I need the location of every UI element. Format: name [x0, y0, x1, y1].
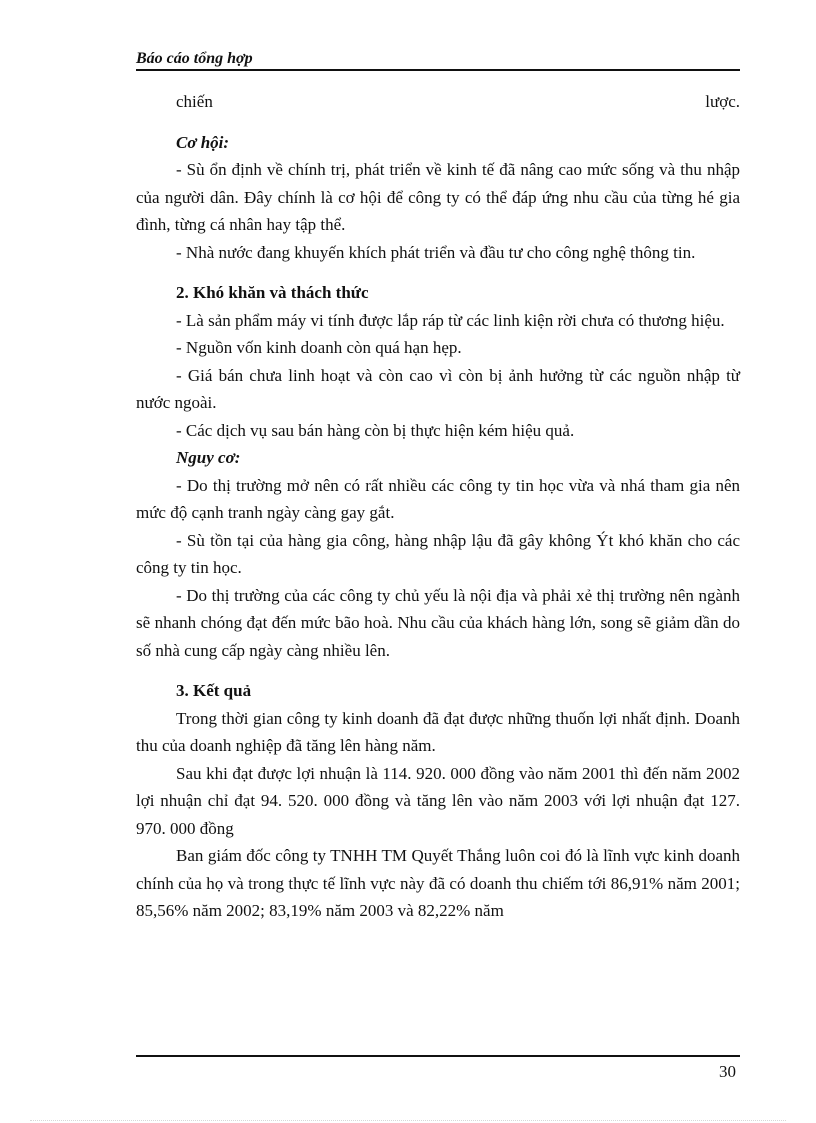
running-header: Báo cáo tổng hợp	[136, 50, 253, 67]
challenge-paragraph: - Là sản phẩm máy vi tính được lắp ráp từ các linh kiện rời chưa có thương hiệu.	[176, 310, 725, 330]
opportunity-paragraph: - Nhà nước đang khuyến khích phát triển và đầu tư cho công nghệ thông tin.	[176, 242, 696, 262]
section-2-heading: 2. Khó khăn và thách thức	[176, 283, 369, 302]
result-paragraph: Ban giám đốc công ty TNHH TM Quyết Thắng luôn coi đó là lĩnh vực kinh doanh chính của họ và trong thực tế lĩnh vực này đã có doanh thu chiếm tới 86,91% năm 2001; 85,56% năm 2002; 83,19% năm 2003 và 82,22% năm	[136, 846, 740, 920]
footer-divider	[136, 1055, 740, 1057]
continued-line-right: lược.	[705, 92, 740, 111]
section-3-heading: 3. Kết quả	[176, 681, 252, 700]
header-divider	[136, 69, 740, 71]
challenge-paragraph: - Nguồn vốn kinh doanh còn quá hạn hẹp.	[176, 338, 462, 357]
continued-line	[136, 88, 740, 116]
result-paragraph: Sau khi đạt được lợi nhuận là 114. 920. 000 đồng vào năm 2001 thì đến năm 2002 lợi nhuận chỉ đạt 94. 520. 000 đồng và tăng lên vào năm 2003 với lợi nhuận đạt 127. 970. 000 đồng	[136, 763, 740, 838]
page-bottom-edge	[30, 1120, 786, 1121]
challenge-paragraph: - Giá bán chưa linh hoạt và còn cao vì còn bị ảnh hưởng từ các nguồn nhập từ nước ngoài.	[136, 365, 740, 412]
opportunities-label: Cơ hội:	[176, 132, 230, 152]
result-paragraph: Trong thời gian công ty kinh doanh đã đạt được những thuốn lợi nhất định. Doanh thu của doanh nghiệp đã tăng lên hàng năm.	[136, 708, 740, 755]
page-body	[136, 88, 740, 925]
threat-paragraph: - Sù tồn tại của hàng gia công, hàng nhập lậu đã gây không Ýt khó khăn cho các công ty tin học.	[136, 530, 740, 577]
page-number: 30	[719, 1062, 736, 1081]
threat-paragraph: - Do thị trường của các công ty chủ yếu là nội địa và phải xẻ thị trường nên ngành sẽ nhanh chóng đạt đến mức bão hoà. Nhu cầu của khách hàng lớn, song sẽ giảm dần do số nhà cung cấp ngày càng nhiều lên.	[136, 585, 740, 660]
continued-line-left: chiến	[176, 92, 213, 111]
threats-label: Nguy cơ:	[176, 448, 241, 467]
threat-paragraph: - Do thị trường mở nên có rất nhiều các công ty tin học vừa và nhá tham gia nên mức độ cạnh tranh ngày càng gay gắt.	[136, 475, 740, 522]
opportunity-paragraph: - Sù ổn định về chính trị, phát triển về kinh tế đã nâng cao mức sống và thu nhập của người dân. Đây chính là cơ hội để công ty có thể đáp ứng nhu cầu của từng hé gia đình, từng cá nhân hay tập thể.	[136, 160, 740, 234]
challenge-paragraph: - Các dịch vụ sau bán hàng còn bị thực hiện kém hiệu quả.	[176, 420, 575, 440]
